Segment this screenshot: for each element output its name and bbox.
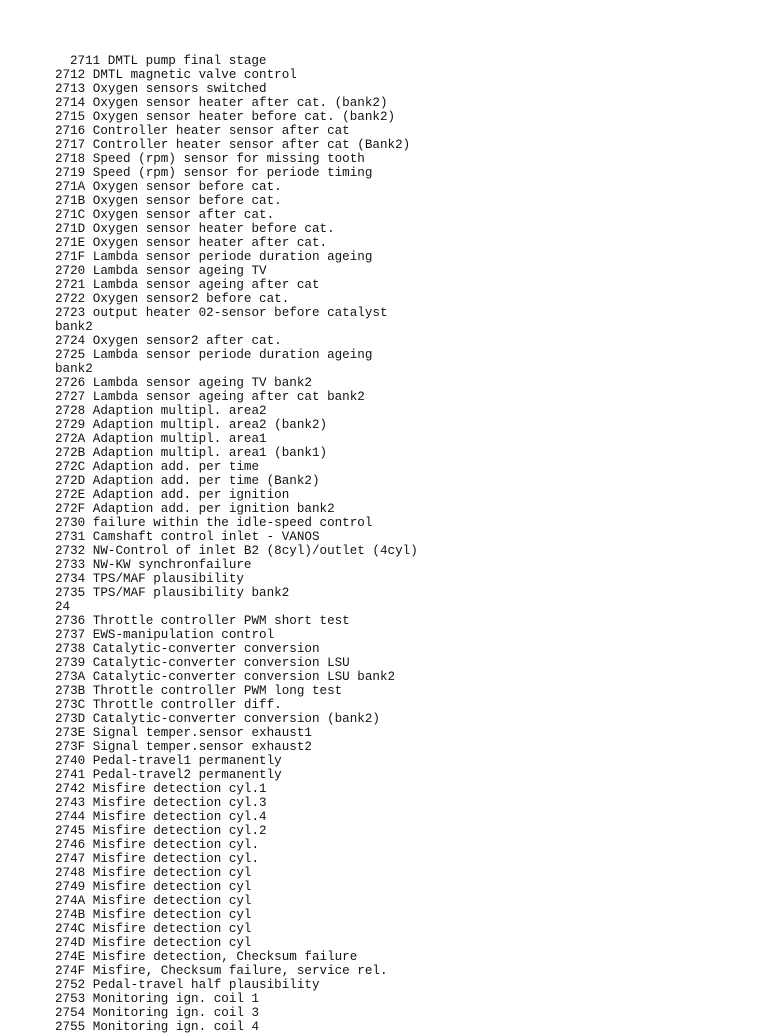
list-item: 274B Misfire detection cyl xyxy=(55,908,252,922)
list-item: 2737 EWS-manipulation control xyxy=(55,628,275,642)
list-item: 2743 Misfire detection cyl.3 xyxy=(55,796,267,810)
list-item: 2723 output heater 02-sensor before catalyst xyxy=(55,306,388,320)
list-item: 2746 Misfire detection cyl. xyxy=(55,838,260,852)
list-item: 2731 Camshaft control inlet - VANOS xyxy=(55,530,320,544)
list-item: 274D Misfire detection cyl xyxy=(55,936,252,950)
list-item: 2753 Monitoring ign. coil 1 xyxy=(55,992,260,1006)
list-item: 274A Misfire detection cyl xyxy=(55,894,252,908)
list-item: 2749 Misfire detection cyl xyxy=(55,880,252,894)
list-item: 2735 TPS/MAF plausibility bank2 xyxy=(55,586,290,600)
list-item: 2717 Controller heater sensor after cat (Bank2) xyxy=(55,138,411,152)
list-item: 273F Signal temper.sensor exhaust2 xyxy=(55,740,312,754)
list-item: 2745 Misfire detection cyl.2 xyxy=(55,824,267,838)
list-item: 272B Adaption multipl. area1 (bank1) xyxy=(55,446,328,460)
list-item: 272D Adaption add. per time (Bank2) xyxy=(55,474,320,488)
list-item: 2747 Misfire detection cyl. xyxy=(55,852,260,866)
list-item: 271E Oxygen sensor heater after cat. xyxy=(55,236,328,250)
list-item: 2733 NW-KW synchronfailure xyxy=(55,558,252,572)
list-item: 2728 Adaption multipl. area2 xyxy=(55,404,267,418)
list-item: 2716 Controller heater sensor after cat xyxy=(55,124,350,138)
list-item: 2729 Adaption multipl. area2 (bank2) xyxy=(55,418,328,432)
list-item: 2738 Catalytic-converter conversion xyxy=(55,642,320,656)
list-item: 2734 TPS/MAF plausibility xyxy=(55,572,244,586)
list-item: 2730 failure within the idle-speed control xyxy=(55,516,373,530)
list-item: 2752 Pedal-travel half plausibility xyxy=(55,978,320,992)
list-item: 2711 DMTL pump final stage xyxy=(70,54,267,68)
list-item: 2718 Speed (rpm) sensor for missing tooth xyxy=(55,152,365,166)
list-item: 2724 Oxygen sensor2 after cat. xyxy=(55,334,282,348)
list-item: 2742 Misfire detection cyl.1 xyxy=(55,782,267,796)
list-item: 273B Throttle controller PWM long test xyxy=(55,684,343,698)
list-item: 271D Oxygen sensor heater before cat. xyxy=(55,222,335,236)
list-item: 2732 NW-Control of inlet B2 (8cyl)/outlet (4cyl) xyxy=(55,544,418,558)
list-item: 2713 Oxygen sensors switched xyxy=(55,82,267,96)
list-item: 2739 Catalytic-converter conversion LSU xyxy=(55,656,350,670)
list-item: 2726 Lambda sensor ageing TV bank2 xyxy=(55,376,312,390)
list-item: 2740 Pedal-travel1 permanently xyxy=(55,754,282,768)
list-item: 2720 Lambda sensor ageing TV xyxy=(55,264,267,278)
fault-code-listing xyxy=(55,54,755,1034)
list-item: 272E Adaption add. per ignition xyxy=(55,488,290,502)
list-item: 2712 DMTL magnetic valve control xyxy=(55,68,297,82)
list-item: 274E Misfire detection, Checksum failure xyxy=(55,950,358,964)
list-item: bank2 xyxy=(55,362,93,376)
list-item: 271B Oxygen sensor before cat. xyxy=(55,194,282,208)
list-item: 2741 Pedal-travel2 permanently xyxy=(55,768,282,782)
list-item: 2719 Speed (rpm) sensor for periode timing xyxy=(55,166,373,180)
list-item: 272C Adaption add. per time xyxy=(55,460,260,474)
list-item: 2755 Monitoring ign. coil 4 xyxy=(55,1020,260,1034)
list-item: 2744 Misfire detection cyl.4 xyxy=(55,810,267,824)
list-item: 271A Oxygen sensor before cat. xyxy=(55,180,282,194)
list-item: 2725 Lambda sensor periode duration ageing xyxy=(55,348,373,362)
list-item: 2754 Monitoring ign. coil 3 xyxy=(55,1006,260,1020)
list-item: 272F Adaption add. per ignition bank2 xyxy=(55,502,335,516)
list-item: 24 xyxy=(55,600,71,614)
list-item: 273A Catalytic-converter conversion LSU bank2 xyxy=(55,670,396,684)
list-item: 2736 Throttle controller PWM short test xyxy=(55,614,350,628)
list-item: 2727 Lambda sensor ageing after cat bank2 xyxy=(55,390,365,404)
list-item: 274F Misfire, Checksum failure, service rel. xyxy=(55,964,388,978)
list-item: 273D Catalytic-converter conversion (bank2) xyxy=(55,712,380,726)
list-item: 273E Signal temper.sensor exhaust1 xyxy=(55,726,312,740)
list-item: 2715 Oxygen sensor heater before cat. (bank2) xyxy=(55,110,396,124)
list-item: bank2 xyxy=(55,320,93,334)
list-item: 274C Misfire detection cyl xyxy=(55,922,252,936)
list-item: 271C Oxygen sensor after cat. xyxy=(55,208,275,222)
list-item: 2714 Oxygen sensor heater after cat. (bank2) xyxy=(55,96,388,110)
list-item: 2722 Oxygen sensor2 before cat. xyxy=(55,292,290,306)
list-item: 2721 Lambda sensor ageing after cat xyxy=(55,278,320,292)
list-item: 273C Throttle controller diff. xyxy=(55,698,282,712)
list-item: 272A Adaption multipl. area1 xyxy=(55,432,267,446)
list-item: 271F Lambda sensor periode duration ageing xyxy=(55,250,373,264)
list-item: 2748 Misfire detection cyl xyxy=(55,866,252,880)
